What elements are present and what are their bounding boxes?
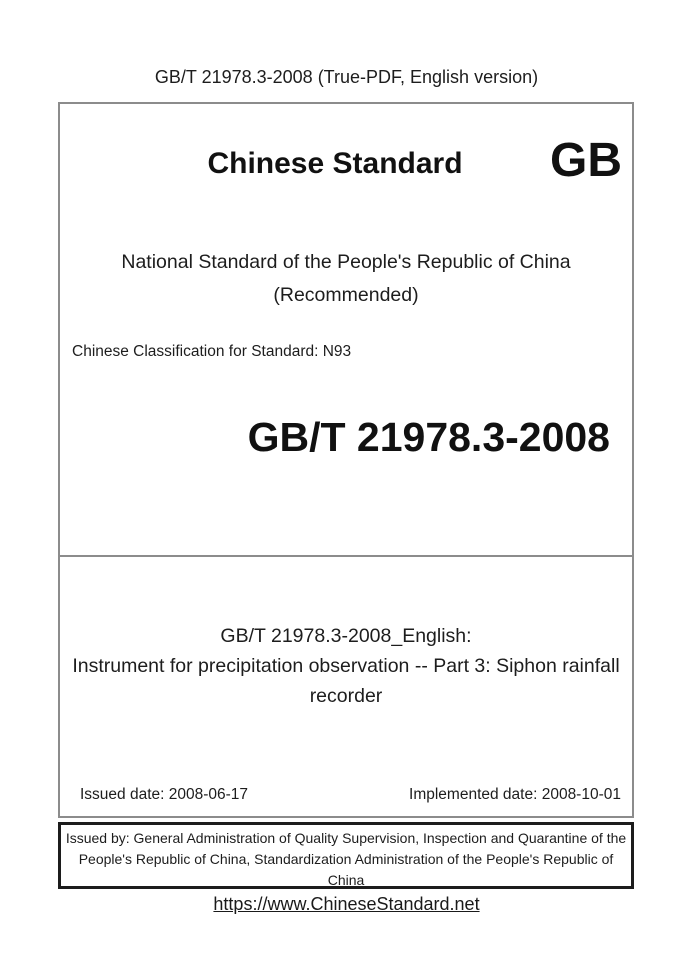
gb-logo: GB — [550, 134, 622, 187]
english-title-heading: GB/T 21978.3-2008_English: — [220, 625, 472, 647]
implemented-date: Implemented date: 2008-10-01 — [409, 786, 621, 803]
english-title-block — [60, 621, 632, 711]
document-header-title: GB/T 21978.3-2008 (True-PDF, English version) — [154, 67, 539, 87]
standard-type-block — [60, 246, 632, 312]
title-box — [58, 555, 634, 818]
english-title: Instrument for precipitation observation -- Part 3: Siphon rainfall recorder — [72, 655, 620, 707]
standard-type-line: National Standard of the People's Republic of China — [121, 251, 571, 273]
issued-date: Issued date: 2008-06-17 — [80, 786, 249, 803]
footer-link-row — [0, 893, 693, 915]
standard-level-line: (Recommended) — [273, 284, 419, 306]
dates-row — [80, 785, 621, 804]
cover-box — [58, 102, 634, 557]
issuer-box — [58, 822, 634, 889]
brand-title: Chinese Standard — [207, 147, 463, 180]
classification-line: Chinese Classification for Standard: N93 — [72, 343, 352, 360]
standard-code: GB/T 21978.3-2008 — [247, 414, 610, 460]
footer-link[interactable]: https://www.ChineseStandard.net — [213, 894, 480, 914]
issuer-statement: Issued by: General Administration of Quality Supervision, Inspection and Quarantine of the People's Republic of China, Standardization Administration of the People's Republic of China — [65, 830, 627, 888]
